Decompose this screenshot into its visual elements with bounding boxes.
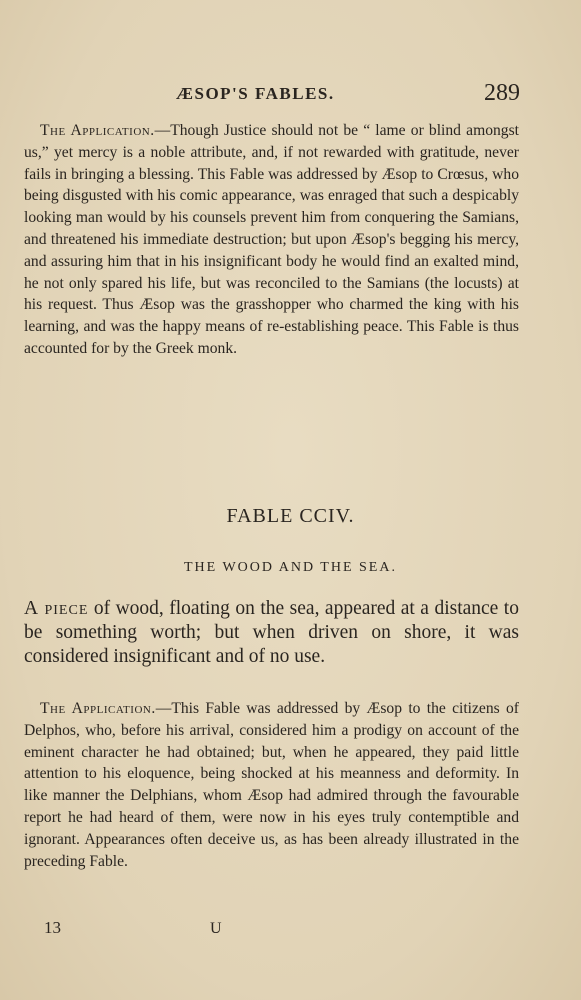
fable-title: FABLE CCIV. xyxy=(226,505,355,527)
running-title: ÆSOP'S FABLES. xyxy=(176,84,335,103)
application-lead-2: The Application. xyxy=(40,700,156,717)
page-footer xyxy=(40,918,340,942)
fable-text: of wood, floating on the sea, appeared at a distance to be something worth; but when driven on shore, it was considered insignificant and of no use. xyxy=(24,598,519,667)
page-number: 289 xyxy=(484,80,520,106)
fable-subtitle: THE WOOD AND THE SEA. xyxy=(184,560,397,575)
signature-mark: 13 xyxy=(44,918,61,937)
application-lead-1: The Application. xyxy=(40,122,155,139)
page-header xyxy=(40,80,520,110)
application-paragraph-1 xyxy=(24,120,519,360)
fable-body xyxy=(24,597,519,669)
application-text-2: —This Fable was addressed by Æsop to the citizens of Delphos, who, before his arrival, considered him a prodigy on account of the eminent character he had obtained; but, when he appeared, they paid little attention to his eloquence, being shocked at his meanness and deformity. In like manner the Delphians, whom Æsop had admired through the favourable report he had heard of them, were now in his eyes truly contemptible and ignorant. Appearances often deceive us, as has been already illustrated in the preceding Fable. xyxy=(24,700,519,870)
fable-lead: A piece xyxy=(24,598,89,619)
footer-letter: U xyxy=(210,920,222,937)
application-text-1: —Though Justice should not be “ lame or blind amongst us,” yet mercy is a noble attribute, and, if not rewarded with gratitude, never fails in bringing a blessing. This Fable was addressed by Æsop to Crœsus, who being disgusted with his comic appearance, was enraged that such a despicably looking man would by his counsels prevent him from conquering the Samians, and threatened his immediate destruction; but upon Æsop's begging his mercy, and assuring him that in his insignificant body he would find an exalted mind, he not only spared his life, but was reconciled to the Samians (the locusts) at his request. Thus Æsop was the grasshopper who charmed the king with his learning, and was the happy means of re-establishing peace. This Fable is thus accounted for by the Greek monk. xyxy=(24,122,519,357)
application-paragraph-2 xyxy=(24,698,519,872)
